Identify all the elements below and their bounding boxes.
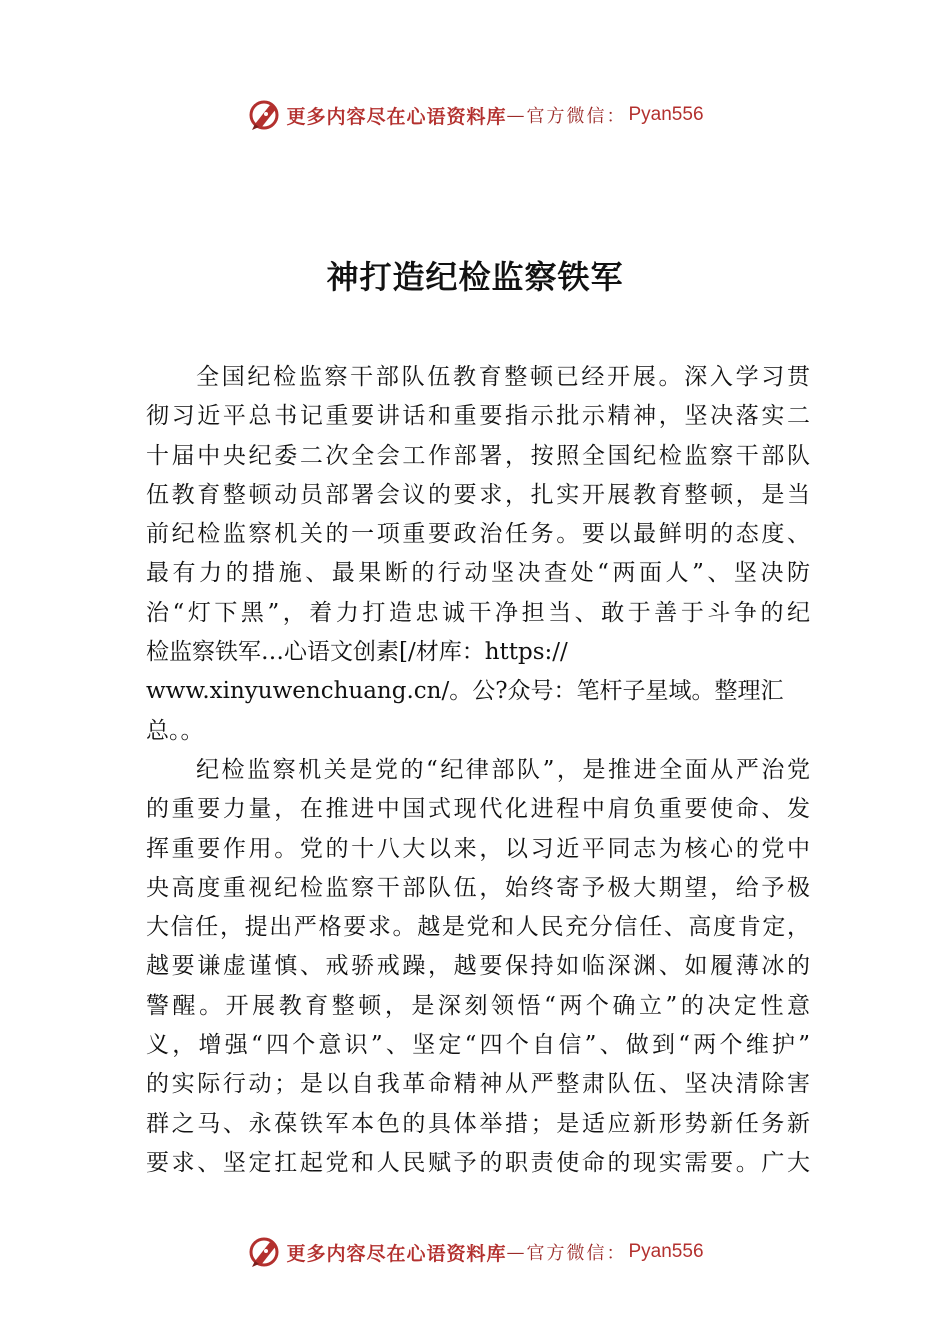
- text-line: 前纪检监察机关的一项重要政治任务。要以最鲜明的态度、: [146, 521, 810, 548]
- pen-nib-logo-icon: [246, 97, 282, 133]
- text-line: 纪检监察机关是党的“纪律部队”，是推进全面从严治党: [196, 756, 810, 783]
- banner-text: 更多内容尽在心语资料库: [286, 1242, 507, 1265]
- banner-wx-label: 官方微信：: [526, 1243, 627, 1264]
- text-line: www.xinyuwenchuang.cn/。公?众号：笔杆子星域。整理汇: [146, 678, 784, 705]
- text-line: 群之马、永葆铁军本色的具体举措；是适应新形势新任务新: [146, 1110, 810, 1137]
- text-line: 全国纪检监察干部队伍教育整顿已经开展。深入学习贯: [196, 364, 810, 390]
- banner-wx-label: 官方微信：: [526, 106, 627, 127]
- text-line: 挥重要作用。党的十八大以来，以习近平同志为核心的党中: [146, 835, 810, 862]
- banner-dash: —: [506, 1241, 527, 1263]
- header-banner: [0, 95, 950, 135]
- text-line: 的重要力量，在推进中国式现代化进程中肩负重要使命、发: [146, 796, 810, 823]
- text-line: 义，增强“四个意识”、坚定“四个自信”、做到“两个维护”: [146, 1032, 810, 1059]
- text-line: 的实际行动；是以自我革命精神从严整肃队伍、坚决清除害: [146, 1071, 810, 1098]
- text-line: 十届中央纪委二次全会工作部署，按照全国纪检监察干部队: [146, 442, 810, 469]
- pen-nib-logo-icon: [246, 1234, 282, 1270]
- text-line: 大信任，提出严格要求。越是党和人民充分信任、高度肯定，: [146, 914, 810, 941]
- banner-dash: —: [506, 104, 527, 126]
- text-line: 检监察铁军…心语文创素[/材库：https://: [146, 639, 568, 666]
- text-line: 央高度重视纪检监察干部队伍，始终寄予极大期望，给予极: [146, 874, 810, 901]
- document-body: [146, 358, 810, 1183]
- text-line: 彻习近平总书记重要讲话和重要指示批示精神，坚决落实二: [146, 403, 810, 430]
- banner-wx-id: Pyan556: [628, 1241, 704, 1262]
- text-line: 最有力的措施、最果断的行动坚决查处“两面人”、坚决防: [146, 560, 810, 587]
- text-line: 总。。: [146, 717, 204, 744]
- footer-banner: [0, 1232, 950, 1272]
- text-line: 警醒。开展教育整顿，是深刻领悟“两个确立”的决定性意: [146, 992, 810, 1019]
- banner-text: 更多内容尽在心语资料库: [286, 105, 507, 128]
- text-line: 越要谦虚谨慎、戒骄戒躁，越要保持如临深渊、如履薄冰的: [146, 953, 810, 980]
- banner-wx-id: Pyan556: [628, 104, 704, 125]
- text-line: 治“灯下黑”，着力打造忠诚干净担当、敢于善于斗争的纪: [146, 599, 810, 626]
- text-line: 伍教育整顿动员部署会议的要求，扎实开展教育整顿，是当: [146, 481, 810, 508]
- text-line: 要求、坚定扛起党和人民赋予的职责使命的现实需要。广大: [146, 1149, 810, 1176]
- document-title: 神打造纪检监察铁军: [326, 258, 624, 296]
